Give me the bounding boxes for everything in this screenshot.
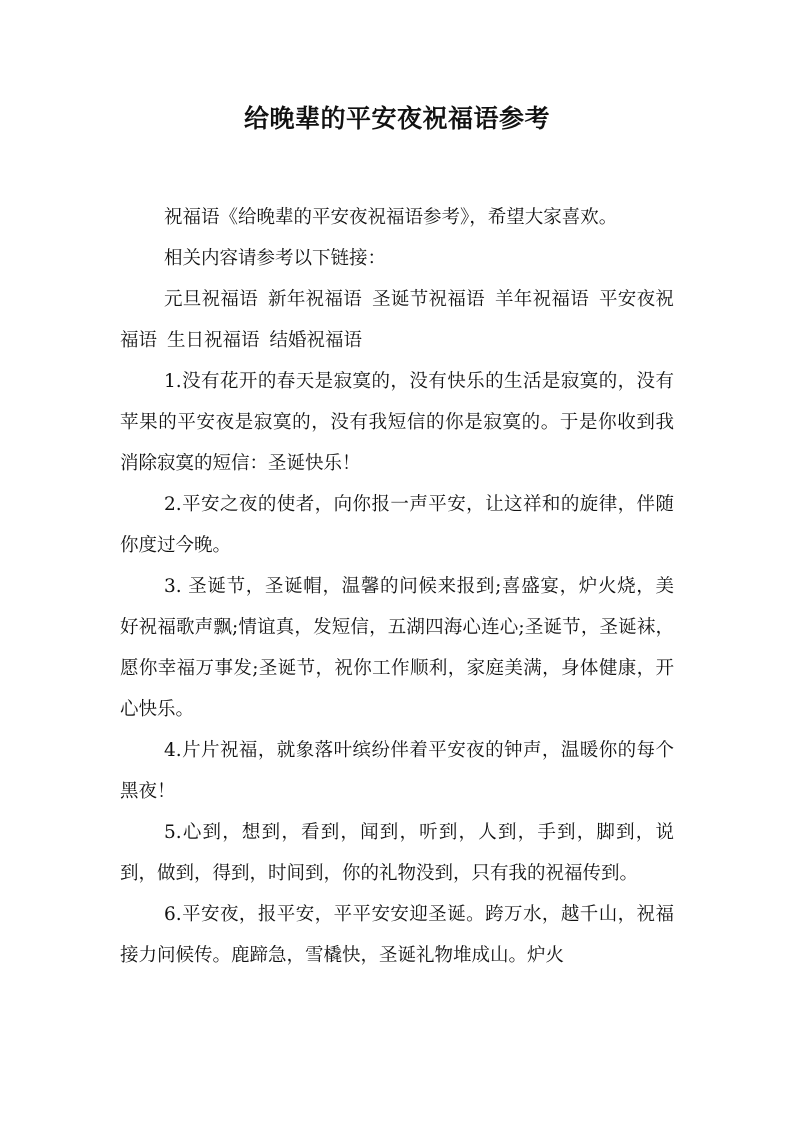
related-links — [120, 279, 674, 361]
link-shengdanjie[interactable]: 圣诞节祝福语 — [372, 289, 485, 310]
document-title: 给晚辈的平安夜祝福语参考 — [243, 104, 550, 133]
blessing-paragraph-1: 1.没有花开的春天是寂寞的，没有快乐的生活是寂寞的，没有苹果的平安夜是寂寞的，没有我短信的你是寂寞的。于是你收到我消除寂寞的短信：圣诞快乐！ — [120, 371, 674, 474]
intro-paragraph: 祝福语《给晚辈的平安夜祝福语参考》，希望大家喜欢。 — [164, 207, 618, 228]
blessing-paragraph-5: 5.心到，想到，看到，闻到，听到，人到，手到，脚到，说到，做到，得到，时间到，你的礼物没到，只有我的祝福传到。 — [120, 822, 674, 884]
link-pinganye[interactable]: 平安夜祝福语 — [120, 289, 674, 351]
link-shengri[interactable]: 生日祝福语 — [167, 330, 260, 351]
link-yangnian[interactable]: 羊年祝福语 — [494, 289, 589, 310]
document-body — [120, 197, 674, 976]
related-links-label: 相关内容请参考以下链接： — [164, 248, 387, 269]
link-yuandan[interactable]: 元旦祝福语 — [164, 289, 259, 310]
blessing-paragraph-4: 4.片片祝福，就象落叶缤纷伴着平安夜的钟声，温暖你的每个黑夜！ — [120, 740, 674, 802]
link-jiehun[interactable]: 结婚祝福语 — [269, 330, 363, 351]
blessing-paragraph-6: 6.平安夜，报平安，平平安安迎圣诞。跨万水，越千山，祝福接力问候传。鹿蹄急，雪橇快，圣诞礼物堆成山。炉火 — [120, 904, 674, 966]
link-xinnian[interactable]: 新年祝福语 — [268, 289, 363, 310]
blessing-paragraph-3: 3. 圣诞节，圣诞帽，温馨的问候来报到;喜盛宴，炉火烧，美好祝福歌声飘;情谊真，发短信，五湖四海心连心;圣诞节，圣诞袜，愿你幸福万事发;圣诞节，祝你工作顺利，家庭美满，身体健康，开心快乐。 — [120, 576, 674, 720]
blessing-paragraph-2: 2.平安之夜的使者，向你报一声平安，让这祥和的旋律，伴随你度过今晚。 — [120, 494, 674, 556]
